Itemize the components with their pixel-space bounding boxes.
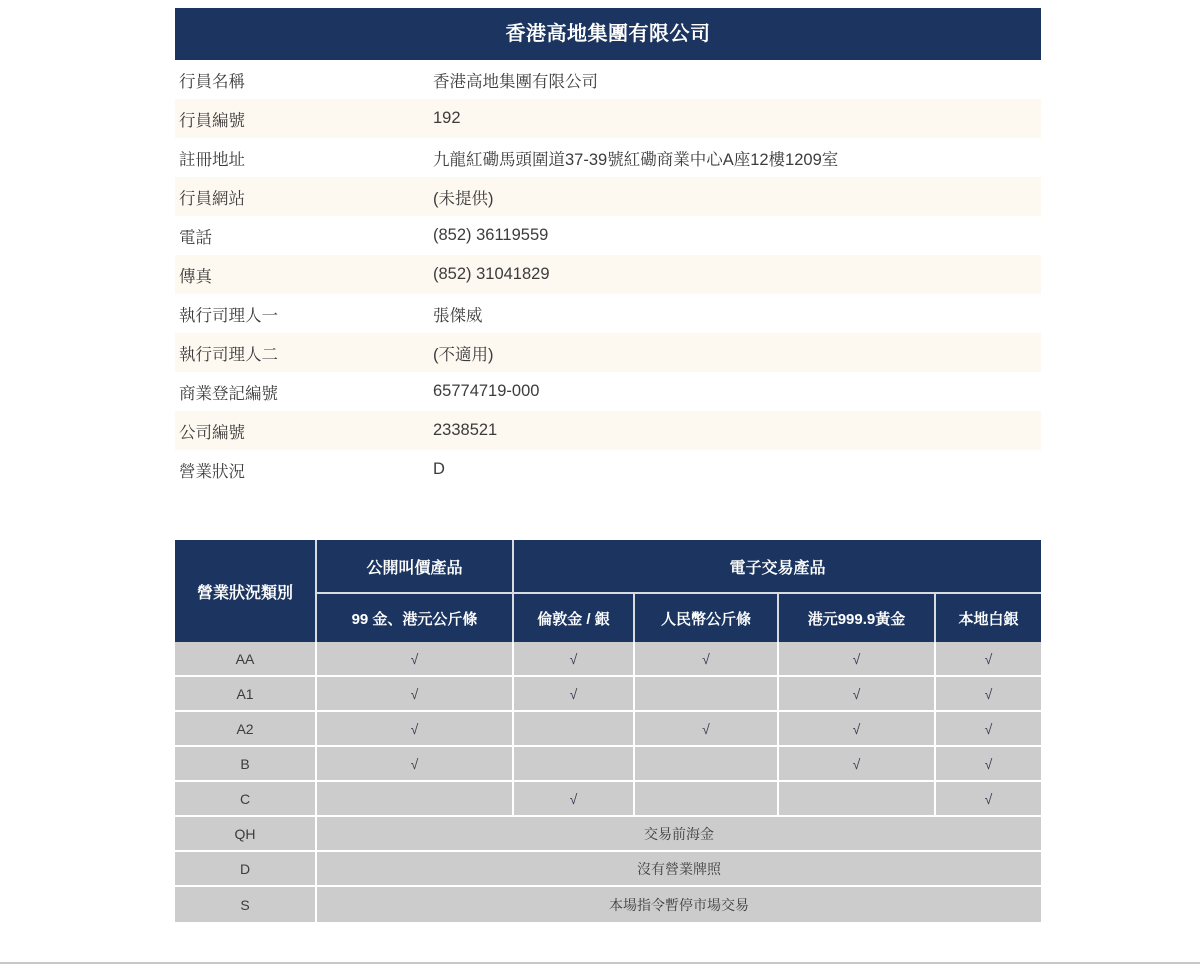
detail-row-value: 2338521 xyxy=(433,411,1041,450)
header-group-electronic: 電子交易產品 xyxy=(514,540,1041,594)
detail-row-value: 張傑威 xyxy=(433,294,1041,333)
detail-row-label: 註冊地址 xyxy=(175,138,433,177)
member-detail-table xyxy=(175,60,1041,489)
detail-row-label: 行員網站 xyxy=(175,177,433,216)
detail-row-label: 行員編號 xyxy=(175,99,433,138)
header-product-99gold: 99 金、港元公斤條 xyxy=(317,594,514,642)
check-icon: √ xyxy=(984,790,993,807)
status-cell-empty xyxy=(514,712,635,747)
status-note-row xyxy=(175,817,1041,852)
detail-row xyxy=(175,450,1041,489)
check-icon: √ xyxy=(569,790,578,807)
check-icon: √ xyxy=(702,720,710,737)
status-row-category: A1 xyxy=(175,677,317,712)
detail-row-value: D xyxy=(433,450,1041,489)
status-cell-checked xyxy=(936,747,1041,782)
status-cell-checked xyxy=(936,782,1041,817)
detail-row-value: (未提供) xyxy=(433,177,1041,216)
header-product-local-silver: 本地白銀 xyxy=(936,594,1041,642)
status-cell-empty xyxy=(317,782,514,817)
status-cell-checked xyxy=(635,642,779,677)
status-cell-checked xyxy=(635,712,779,747)
status-row xyxy=(175,782,1041,817)
status-row-category: D xyxy=(175,852,317,887)
status-cell-checked xyxy=(779,677,936,712)
detail-row-value: (不適用) xyxy=(433,333,1041,372)
header-product-loco-london: 倫敦金 / 銀 xyxy=(514,594,635,642)
detail-row xyxy=(175,333,1041,372)
detail-row-label: 商業登記編號 xyxy=(175,372,433,411)
business-status-table xyxy=(175,540,1041,922)
status-cell-checked xyxy=(779,747,936,782)
status-row-category: C xyxy=(175,782,317,817)
status-cell-empty xyxy=(635,747,779,782)
status-group-header-row xyxy=(175,540,1041,594)
status-row xyxy=(175,712,1041,747)
detail-row-value: (852) 36119559 xyxy=(433,216,1041,255)
header-product-rmb-kilobar: 人民幣公斤條 xyxy=(635,594,779,642)
detail-row-value: (852) 31041829 xyxy=(433,255,1041,294)
status-cell-checked xyxy=(936,677,1041,712)
status-cell-empty xyxy=(635,677,779,712)
member-detail-panel xyxy=(175,8,1041,489)
header-category: 營業狀況類別 xyxy=(175,540,317,642)
detail-row xyxy=(175,255,1041,294)
status-cell-checked xyxy=(936,712,1041,747)
detail-row-value: 香港高地集團有限公司 xyxy=(433,60,1041,99)
detail-row xyxy=(175,99,1041,138)
status-table-head xyxy=(175,540,1041,642)
detail-row-value: 九龍紅磡馬頭圍道37-39號紅磡商業中心A座12樓1209室 xyxy=(433,138,1041,177)
detail-row-label: 營業狀況 xyxy=(175,450,433,489)
status-cell-checked xyxy=(779,712,936,747)
detail-row xyxy=(175,177,1041,216)
status-row-category: AA xyxy=(175,642,317,677)
detail-row-value: 192 xyxy=(433,99,1041,138)
detail-row-label: 電話 xyxy=(175,216,433,255)
status-cell-empty xyxy=(779,782,936,817)
status-row-note: 交易前海金 xyxy=(317,817,1041,852)
status-cell-checked xyxy=(317,712,514,747)
status-cell-checked xyxy=(514,642,635,677)
detail-row xyxy=(175,372,1041,411)
detail-row xyxy=(175,411,1041,450)
check-icon: √ xyxy=(852,755,861,772)
clipped-rule xyxy=(0,962,1200,964)
detail-row-label: 執行司理人一 xyxy=(175,294,433,333)
detail-row xyxy=(175,60,1041,99)
status-cell-checked xyxy=(936,642,1041,677)
status-note-row xyxy=(175,852,1041,887)
check-icon: √ xyxy=(410,685,419,702)
check-icon: √ xyxy=(984,650,993,667)
status-note-row xyxy=(175,887,1041,922)
check-icon: √ xyxy=(410,755,419,772)
status-row xyxy=(175,747,1041,782)
status-cell-checked xyxy=(779,642,936,677)
check-icon: √ xyxy=(852,685,861,702)
check-icon: √ xyxy=(410,720,419,737)
detail-row-label: 公司編號 xyxy=(175,411,433,450)
status-cell-empty xyxy=(635,782,779,817)
status-cell-checked xyxy=(514,677,635,712)
status-cell-checked xyxy=(317,677,514,712)
check-icon: √ xyxy=(410,650,419,667)
check-icon: √ xyxy=(984,755,993,772)
status-row xyxy=(175,642,1041,677)
page-title: 香港高地集團有限公司 xyxy=(175,8,1041,60)
status-cell-checked xyxy=(317,747,514,782)
status-row-note: 沒有營業牌照 xyxy=(317,852,1041,887)
check-icon: √ xyxy=(984,685,993,702)
check-icon: √ xyxy=(702,650,710,667)
status-cell-checked xyxy=(514,782,635,817)
status-row-category: S xyxy=(175,887,317,922)
detail-row xyxy=(175,294,1041,333)
status-row-category: B xyxy=(175,747,317,782)
detail-row xyxy=(175,216,1041,255)
clipped-content-sliver xyxy=(0,962,1200,968)
detail-row-label: 傳真 xyxy=(175,255,433,294)
business-status-panel xyxy=(175,540,1041,922)
detail-row xyxy=(175,138,1041,177)
check-icon: √ xyxy=(984,720,993,737)
header-product-hkd-9999-gold: 港元999.9黃金 xyxy=(779,594,936,642)
status-row-category: QH xyxy=(175,817,317,852)
detail-row-value: 65774719-000 xyxy=(433,372,1041,411)
status-cell-empty xyxy=(514,747,635,782)
check-icon: √ xyxy=(569,685,578,702)
status-cell-checked xyxy=(317,642,514,677)
detail-row-label: 行員名稱 xyxy=(175,60,433,99)
check-icon: √ xyxy=(852,720,861,737)
check-icon: √ xyxy=(569,650,578,667)
status-row xyxy=(175,677,1041,712)
detail-row-label: 執行司理人二 xyxy=(175,333,433,372)
header-group-open-outcry: 公開叫價產品 xyxy=(317,540,514,594)
status-row-note: 本場指令暫停市場交易 xyxy=(317,887,1041,922)
status-row-category: A2 xyxy=(175,712,317,747)
status-table-body xyxy=(175,642,1041,922)
check-icon: √ xyxy=(852,650,861,667)
